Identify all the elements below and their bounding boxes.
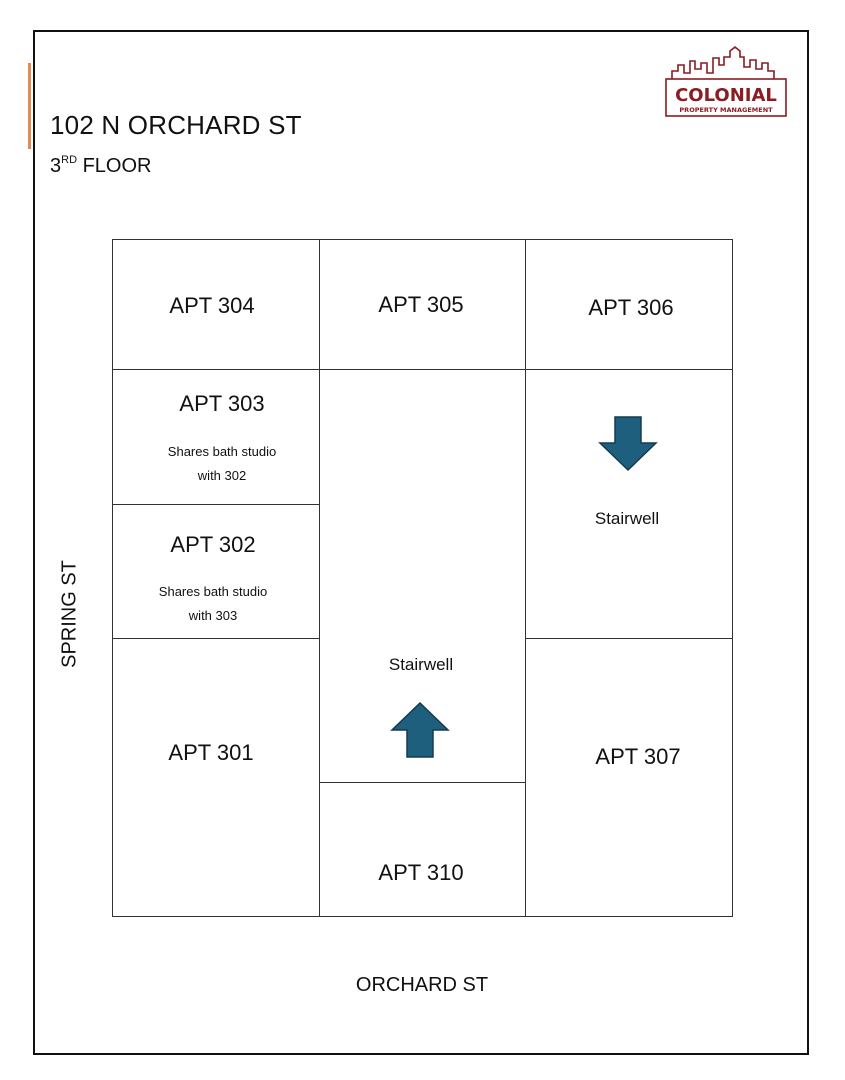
stairwell-right-label: Stairwell — [594, 509, 660, 528]
apt-302-note-line-2: with 303 — [188, 608, 238, 623]
logo-name: COLONIAL — [675, 85, 777, 106]
floor-word: FLOOR — [82, 155, 152, 177]
room-apt-301 — [112, 638, 320, 917]
apt-303-note-line-2: with 302 — [197, 468, 247, 483]
logo-tagline: PROPERTY MANAGEMENT — [679, 106, 773, 114]
apt-303-note-line-1: Shares bath studio — [167, 444, 277, 459]
arrow-up-icon — [390, 702, 450, 758]
apt-302-note-line-1: Shares bath studio — [158, 584, 268, 599]
room-apt-310 — [319, 782, 526, 917]
stairwell-center-label: Stairwell — [388, 655, 454, 674]
apt-301-label: APT 301 — [168, 740, 254, 765]
apt-305-label: APT 305 — [378, 292, 464, 317]
apt-307-label: APT 307 — [595, 744, 681, 769]
building-address-title: 102 N ORCHARD ST — [50, 110, 302, 140]
floor-suffix: RD — [61, 154, 78, 166]
floor-number: 3 — [50, 155, 62, 177]
apt-306-label: APT 306 — [588, 295, 674, 320]
room-stairwell-right — [525, 369, 733, 639]
orchard-st-label: ORCHARD ST — [355, 974, 489, 996]
apt-310-label: APT 310 — [378, 860, 464, 885]
room-apt-307 — [525, 638, 733, 917]
apt-304-label: APT 304 — [169, 293, 255, 318]
colonial-logo — [664, 45, 788, 118]
floor-label — [50, 154, 151, 178]
arrow-down-icon — [598, 416, 658, 472]
apt-302-label: APT 302 — [170, 532, 256, 557]
spring-st-label: SPRING ST — [58, 560, 81, 668]
accent-bar — [28, 63, 31, 149]
apt-303-label: APT 303 — [179, 391, 265, 416]
